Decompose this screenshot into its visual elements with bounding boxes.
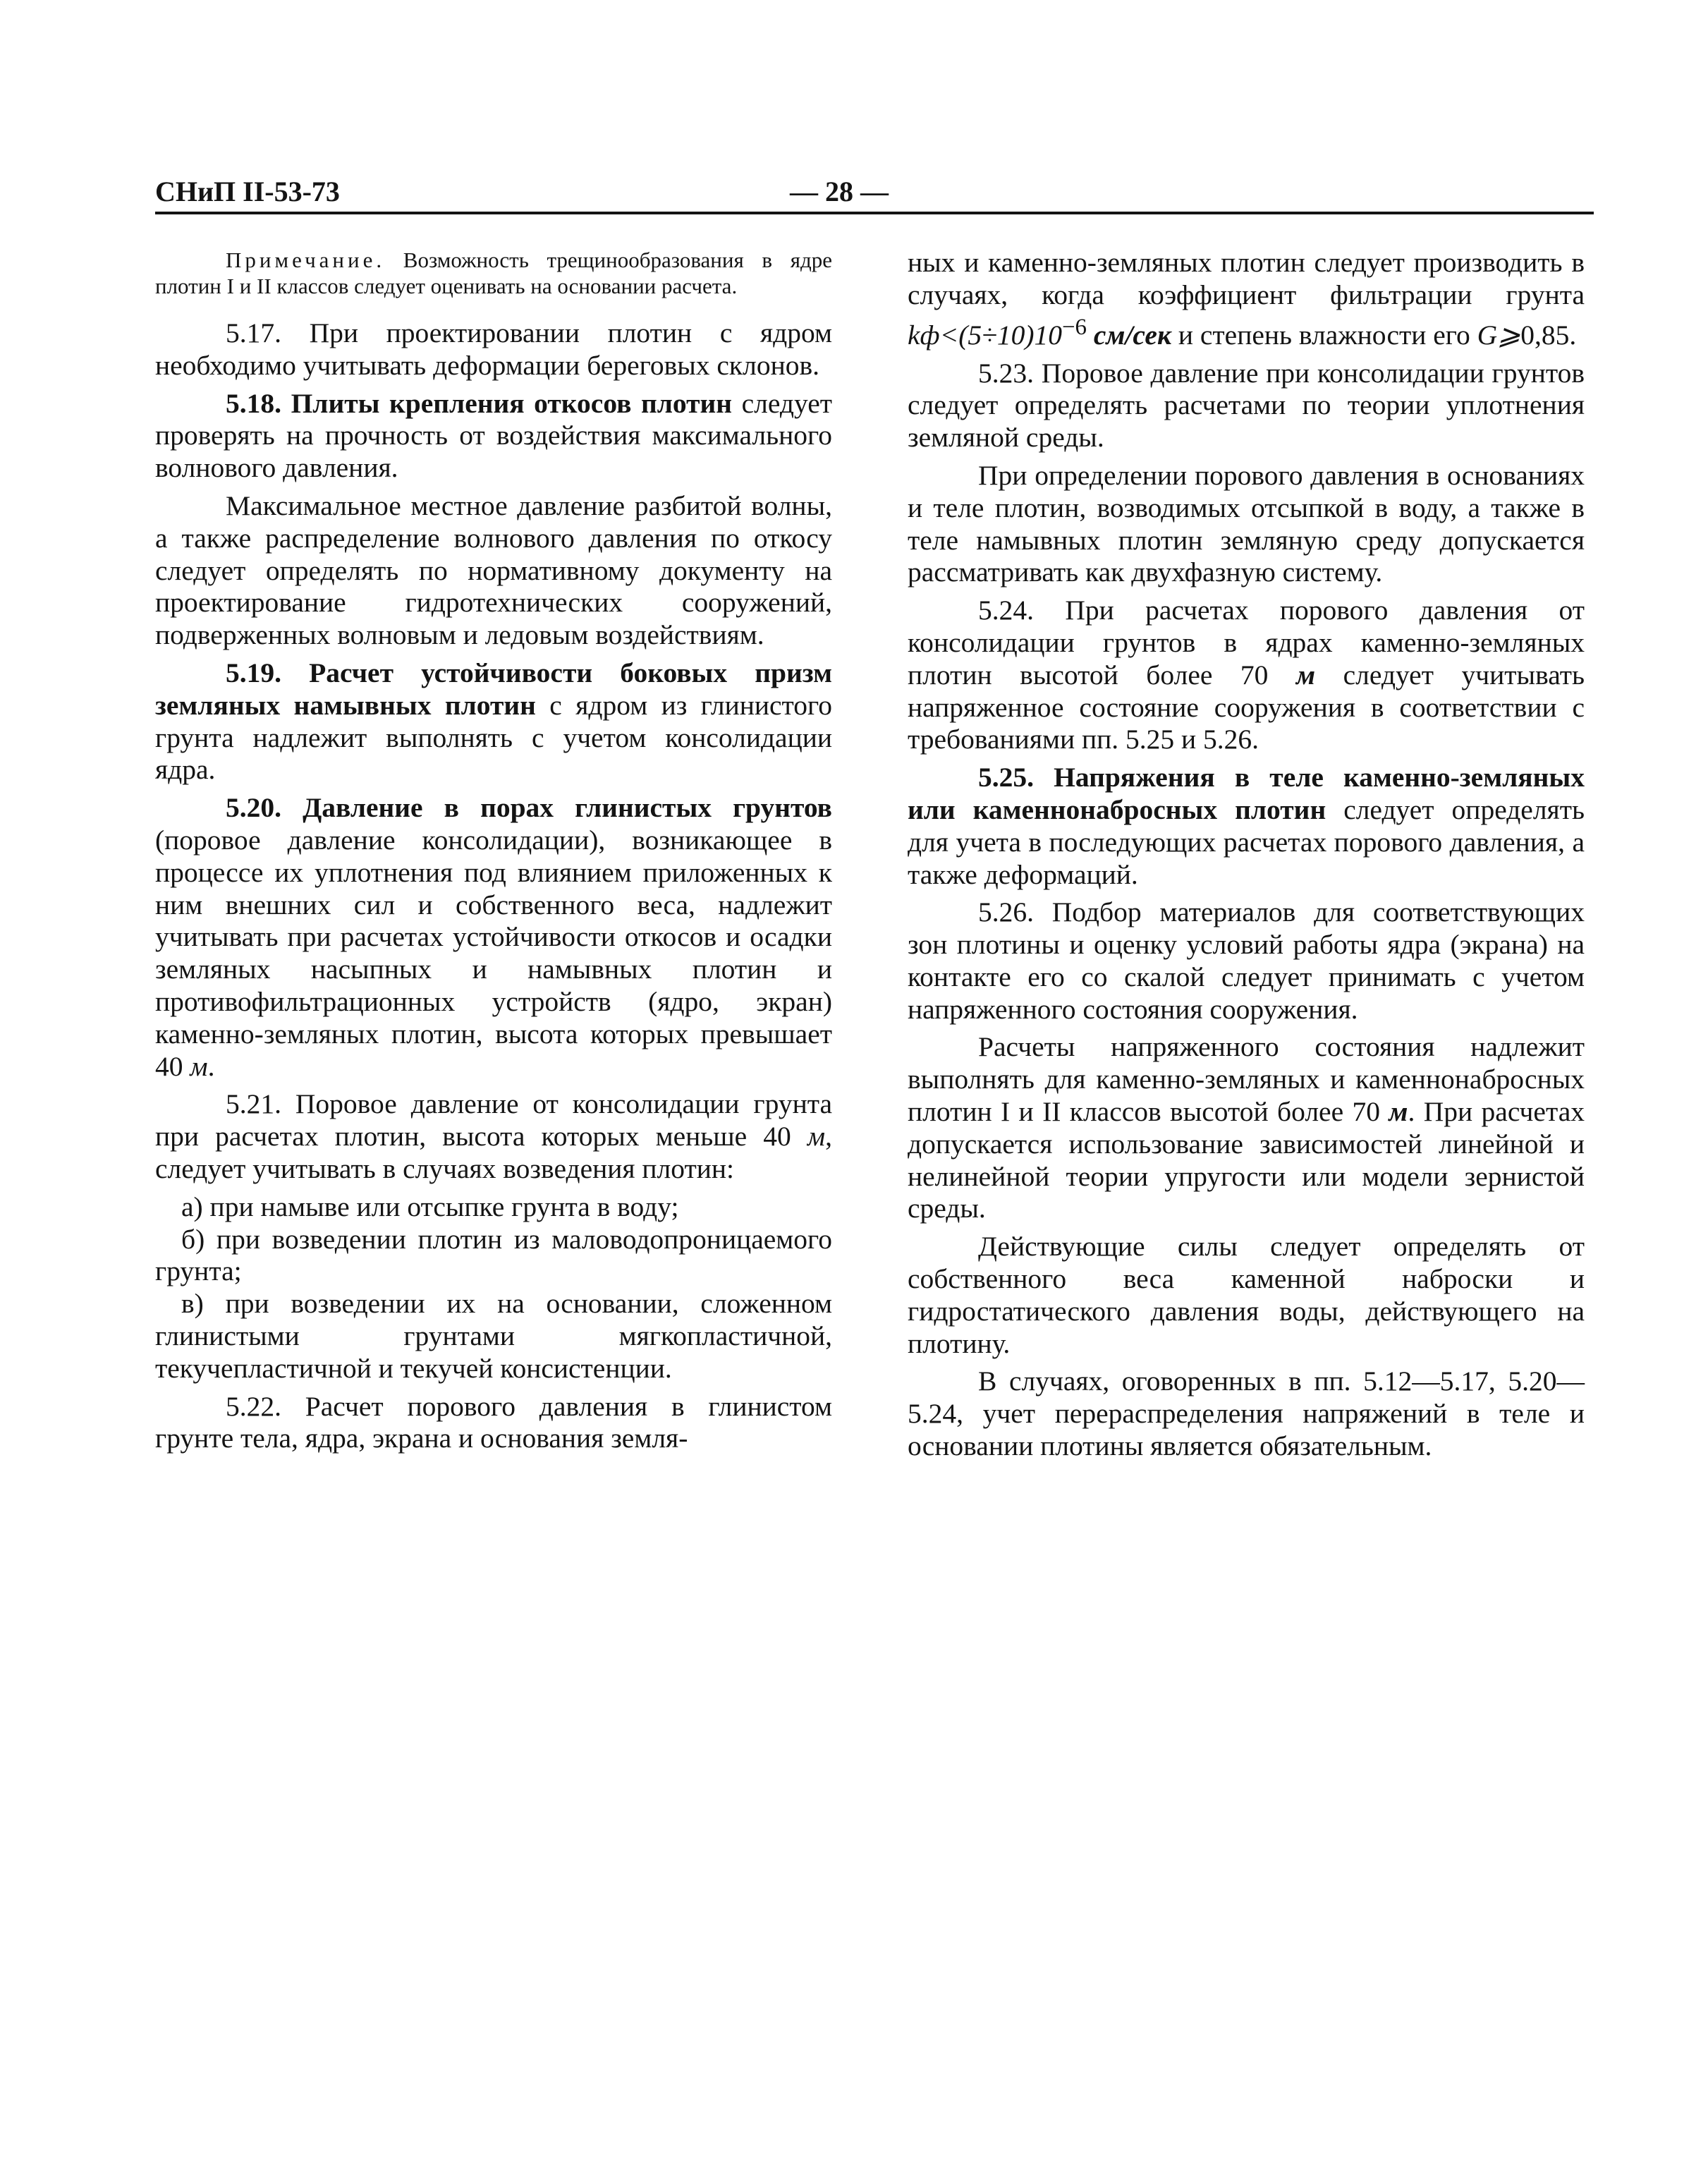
left-column xyxy=(155,247,832,1461)
clause-text: Подбор материалов для соответствующих зон плотины и оценку условий работы ядра (экрана) на контакте его со скалой следует принимать с учетом напряженного состояния сооружения. xyxy=(908,896,1585,1025)
exponent: −6 xyxy=(1061,314,1087,340)
clause-heading: Расчет устойчивости боковых призм земляных намывных плотин xyxy=(155,657,832,721)
note-text: Возможность трещинообразования в ядре плотин I и II классов следует оценивать на основании расчета. xyxy=(155,248,832,298)
clause-text: следует проверять на прочность от воздействия максимального волнового давления. xyxy=(155,387,832,484)
clause-number: 5.24. xyxy=(978,595,1034,626)
unit: м xyxy=(190,1050,208,1082)
clause-text: с ядром из глинистого грунта надлежит выполнять с учетом консолидации ядра. xyxy=(155,689,832,786)
clause-number: 5.25. xyxy=(978,762,1034,793)
clause-number: 5.17. xyxy=(226,317,281,348)
clause-number: 5.18. xyxy=(226,387,281,419)
clause-text: Поровое давление от консолидации грунта при расчетах плотин, высота которых меньше 40 xyxy=(155,1088,832,1152)
unit: м xyxy=(1389,1096,1408,1128)
clause-text: При расчетах порового давления от консолидации грунтов в ядрах каменно-земляных плотин высотой более 70 xyxy=(908,595,1585,690)
clause-5-23 xyxy=(908,358,1585,454)
clause-number: 5.23. xyxy=(978,357,1034,389)
filtration-coefficient: kф<(5÷10)10 xyxy=(908,319,1062,351)
page-header xyxy=(155,175,1594,210)
list-item: б) при возведении плотин из маловодопроницаемого грунта; xyxy=(155,1223,832,1287)
clause-text: (поровое давление консолидации), возникающее в процессе их уплотнения под влиянием приложенных к ним внешних сил и собственного веса, надлежит учитывать при расчетах устойчивости откосов и осадки земляных насыпных и намывных плотин и противофильтрационных устройств (ядро, экран) каменно-земляных плотин, высота которых превышает 40 xyxy=(155,824,832,1082)
clause-5-23-paragraph: При определении порового давления в основаниях и теле плотин, возводимых отсыпкой в воду, а также в теле намывных плотин земляную среду допускается рассматривать как двухфазную систему. xyxy=(908,459,1585,588)
list-item: а) при намыве или отсыпке грунта в воду; xyxy=(181,1191,679,1222)
clause-heading: Плиты крепления откосов плотин xyxy=(281,387,733,419)
clause-5-26-paragraph: Расчеты напряженного состояния надлежит выполнять для каменно-земляных и каменнонабросных плотин I и II классов высотой более 70 м. При расчетах допускается использование зависимостей линейной и нелинейной теории упругости или модели зернистой среды. xyxy=(908,1031,1585,1224)
clause-heading: Напряжения в теле каменно-земляных или каменнонабросных плотин xyxy=(908,762,1585,825)
list-item: в) при возведении их на основании, сложенном глинистыми грунтами мягкопластичной, текучепластичной и текучей консистенции. xyxy=(155,1288,832,1384)
clause-number: 5.19. xyxy=(226,657,281,688)
note-label: Примечание. xyxy=(226,248,386,272)
document-code: СНиП II-53-73 xyxy=(155,176,340,207)
clause-5-22-continued: ных и каменно-земляных плотин следует производить в случаях, когда коэффициент фильтрации грунта $kф<(5\div 10)10^{-6}$ см/сек и степень влажности его G⩾0,85. xyxy=(908,247,1585,351)
clause-5-26-paragraph: Действующие силы следует определять от собственного веса каменной наброски и гидростатического давления воды, действующего на плотину. xyxy=(908,1231,1585,1359)
page-number: — 28 — xyxy=(790,176,889,207)
clause-5-24: 5.24. При расчетах порового давления от консолидации грунтов в ядрах каменно-земляных плотин высотой более 70 м следует учитывать напряженное состояние сооружения в соответствии с требованиями пп. 5.25 и 5.26. xyxy=(908,595,1585,755)
note-paragraph xyxy=(155,247,832,299)
clause-number: 5.21. xyxy=(226,1088,281,1120)
clause-5-26-paragraph: В случаях, оговоренных в пп. 5.12—5.17, 5.20—5.24, учет перераспределения напряжений в теле и основании плотины является обязательным. xyxy=(908,1365,1585,1462)
clause-5-18 xyxy=(155,388,832,485)
clause-5-26 xyxy=(908,896,1585,1026)
unit: м xyxy=(807,1121,826,1152)
clause-5-18-paragraph: Максимальное местное давление разбитой волны, а также распределение волнового давления по откосу следует определять по нормативному документу на проектирование гидротехнических сооружений, подверженных волновым и ледовым воздействиям. xyxy=(155,489,832,651)
saturation-degree: G⩾ xyxy=(1477,319,1521,351)
clause-heading: Давление в порах глинистых грунтов xyxy=(281,792,832,824)
clause-5-17 xyxy=(155,317,832,382)
clause-number: 5.22. xyxy=(226,1390,281,1422)
clause-number: 5.20. xyxy=(226,792,281,824)
unit: м xyxy=(1295,659,1316,690)
header-rule xyxy=(155,212,1594,214)
clause-text: следует определять для учета в последующих расчетах порового давления, а также деформаций. xyxy=(908,793,1585,890)
clause-number: 5.26. xyxy=(978,896,1034,928)
clause-5-25 xyxy=(908,762,1585,891)
right-column xyxy=(908,247,1585,1468)
clause-text: Поровое давление при консолидации грунтов следует определять расчетами по теории уплотнения земляной среды. xyxy=(908,357,1585,454)
clause-5-19 xyxy=(155,657,832,786)
clause-text: При проектировании плотин с ядром необходимо учитывать деформации береговых склонов. xyxy=(155,317,832,381)
clause-5-22 xyxy=(155,1391,832,1456)
unit: см/сек xyxy=(1086,319,1171,351)
clause-text: Расчет порового давления в глинистом грунте тела, ядра, экрана и основания земля- xyxy=(155,1390,832,1454)
clause-5-21: 5.21. Поровое давление от консолидации грунта при расчетах плотин, высота которых меньше 40 м, следует учитывать в случаях возведения плотин: xyxy=(155,1088,832,1184)
clause-5-20: 5.20. Давление в порах глинистых грунтов (поровое давление консолидации), возникающее в процессе их уплотнения под влиянием приложенных к ним внешних сил и собственного веса, надлежит учитывать при расчетах устойчивости откосов и осадки земляных насыпных и намывных плотин и противофильтрационных устройств (ядро, экран) каменно-земляных плотин, высота которых превышает 40 м. xyxy=(155,792,832,1082)
